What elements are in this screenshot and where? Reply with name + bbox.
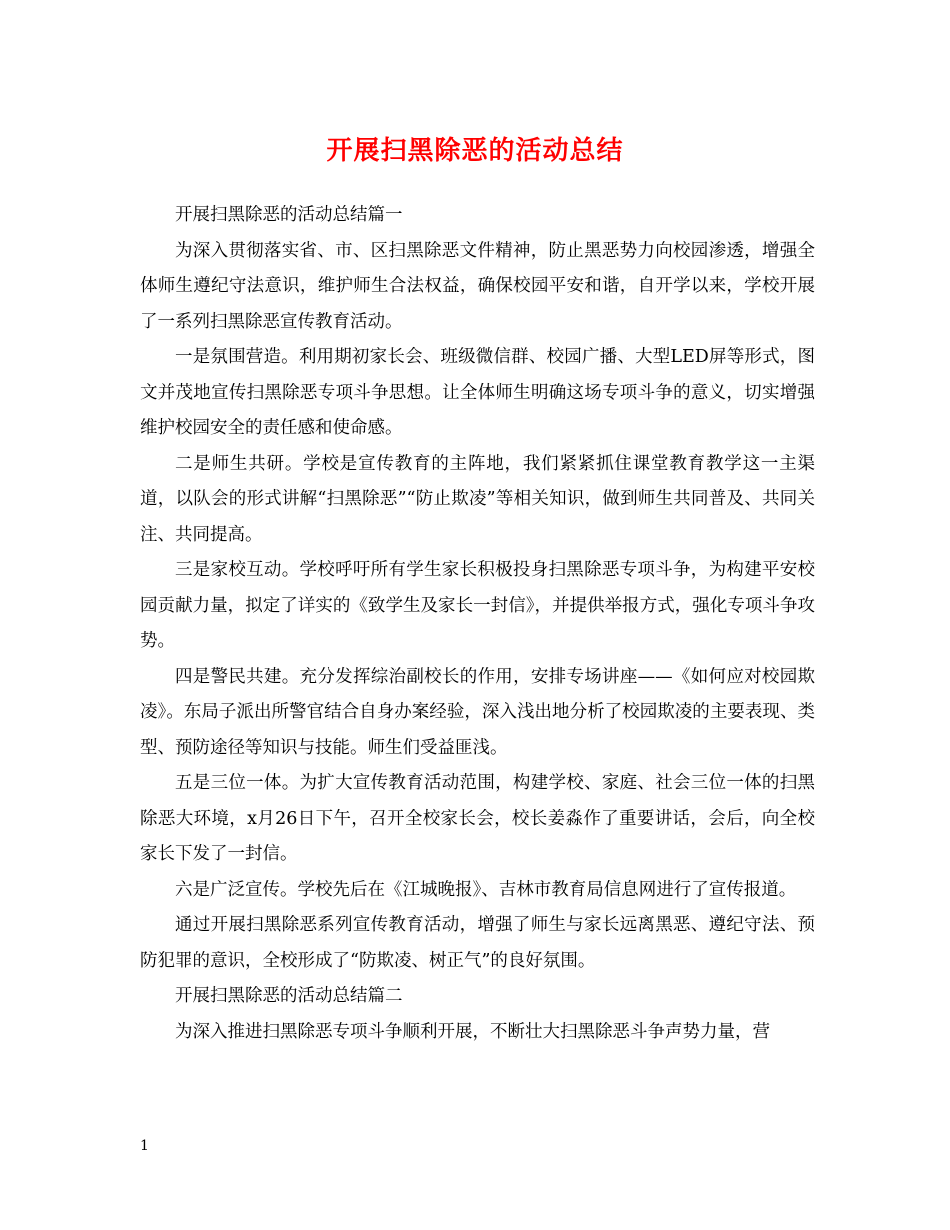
paragraph-point-3: 三是家校互动。学校呼吁所有学生家长积极投身扫黑除恶专项斗争，为构建平安校园贡献力量，拟定了详实的《致学生及家长一封信》，并提供举报方式，强化专项斗争攻势。	[140, 560, 815, 651]
paragraph-point-2: 二是师生共研。学校是宣传教育的主阵地，我们紧紧抓住课堂教育教学这一主渠道，以队会的形式讲解“扫黑除恶”“防止欺凌”等相关知识，做到师生共同普及、共同关注、共同提高。	[140, 453, 815, 545]
paragraph-intro: 为深入贯彻落实省、市、区扫黑除恶文件精神，防止黑恶势力向校园渗透，增强全体师生遵纪守法意识，维护师生合法权益，确保校园平安和谐，自开学以来，学校开展了一系列扫黑除恶宣传教育活动。	[140, 240, 815, 332]
document-body	[140, 198, 815, 1050]
paragraph-conclusion: 通过开展扫黑除恶系列宣传教育活动，增强了师生与家长远离黑恶、遵纪守法、预防犯罪的意识，全校形成了“防欺凌、树正气”的良好氛围。	[140, 915, 815, 971]
paragraph-point-6: 六是广泛宣传。学校先后在《江城晚报》、吉林市教育局信息网进行了宣传报道。	[175, 879, 797, 900]
document-title: 开展扫黑除恶的活动总结	[326, 136, 624, 166]
paragraph-point-5: 五是三位一体。为扩大宣传教育活动范围，构建学校、家庭、社会三位一体的扫黑除恶大环境，x月26日下午，召开全校家长会，校长姜淼作了重要讲话，会后，向全校家长下发了一封信。	[140, 773, 815, 864]
page-number: 1	[140, 1138, 149, 1154]
section-heading-1: 开展扫黑除恶的活动总结篇一	[175, 205, 403, 225]
paragraph-point-4: 四是警民共建。充分发挥综治副校长的作用，安排专场讲座——《如何应对校园欺凌》。东局子派出所警官结合自身办案经验，深入浅出地分析了校园欺凌的主要表现、类型、预防途径等知识与技能。师生们受益匪浅。	[140, 666, 815, 758]
section-heading-2: 开展扫黑除恶的活动总结篇二	[175, 986, 403, 1006]
paragraph-section-2-intro: 为深入推进扫黑除恶专项斗争顺利开展，不断壮大扫黑除恶斗争声势力量，营	[175, 1021, 770, 1042]
paragraph-point-1: 一是氛围营造。利用期初家长会、班级微信群、校园广播、大型LED屏等形式，图文并茂地宣传扫黑除恶专项斗争思想。让全体师生明确这场专项斗争的意义，切实增强维护校园安全的责任感和使命感。	[140, 347, 815, 438]
